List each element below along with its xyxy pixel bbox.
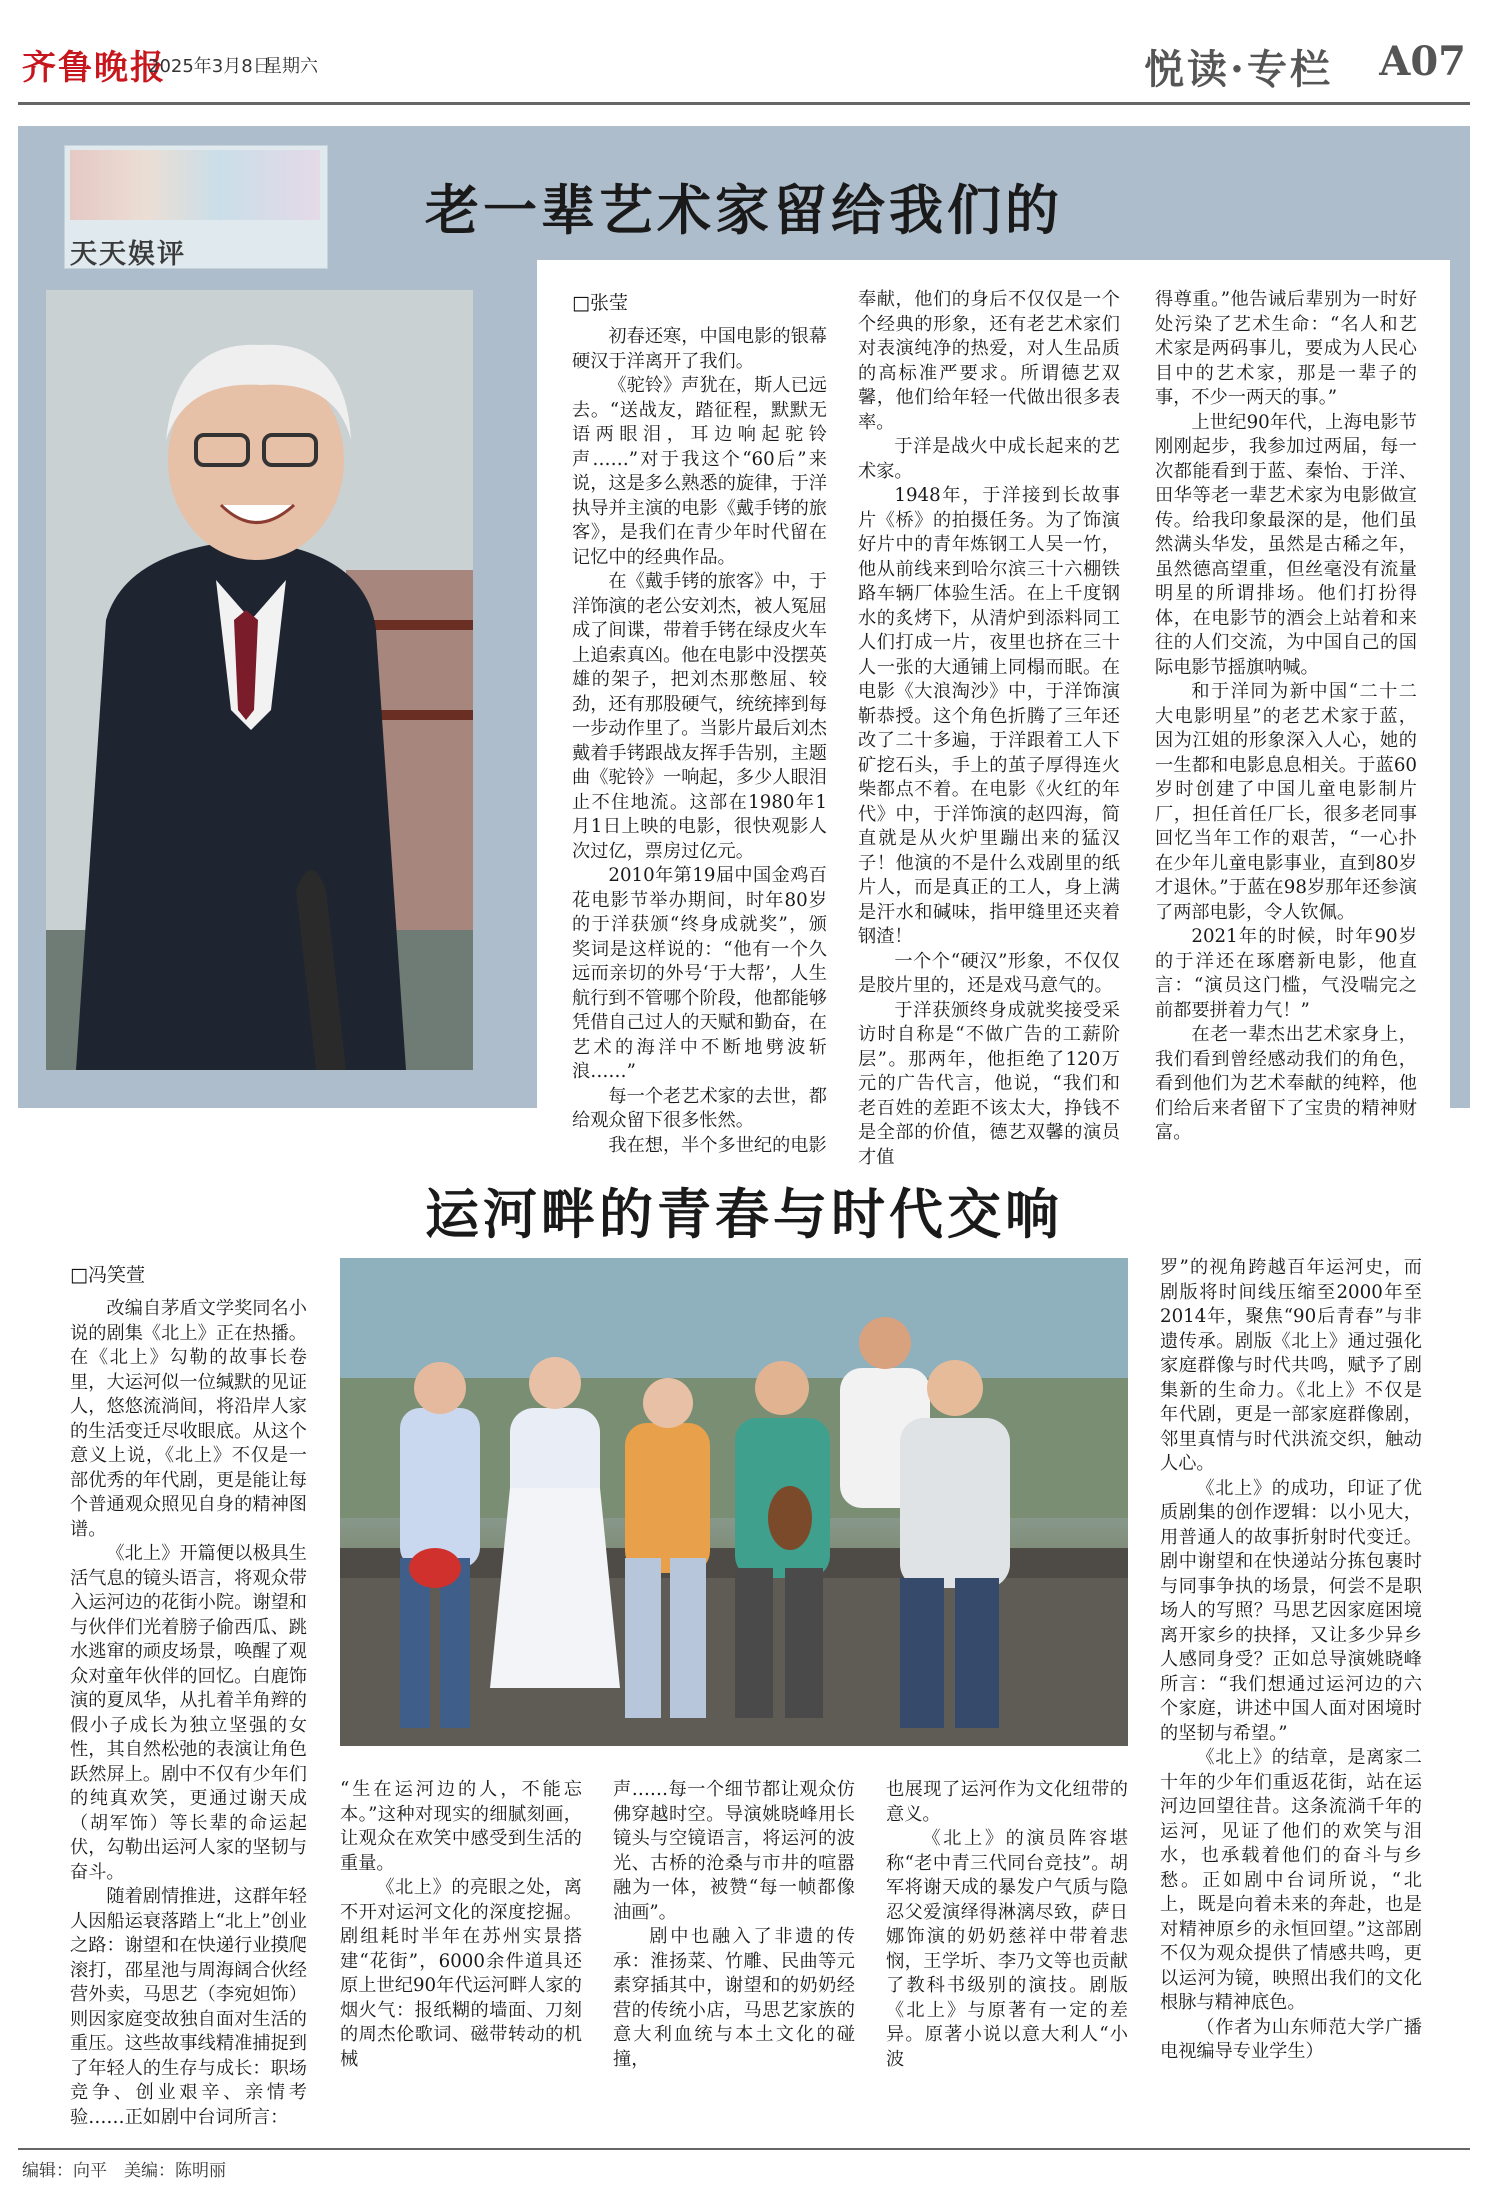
paragraph: 1948年，于洋接到长故事片《桥》的拍摄任务。为了饰演好片中的青年炼钢工人吴一竹，他从前线来到哈尔滨三十六棚铁路车辆厂体验生活。在上千度钢水的炙烤下，从清炉到添料同工人们打成一片，夜里也挤在三十人一张的大通铺上同榻而眠。在电影《大浪淘沙》中，于洋饰演靳恭授。这个角色折腾了三年还改了二十多遍，于洋跟着工人下矿挖石头，手上的茧子厚得连火柴都点不着。在电影《火红的年代》中，于洋饰演的赵四海，简直就是从火炉里蹦出来的猛汉子！他演的不是什么戏剧里的纸片人，而是真正的工人，身上满是汗水和碱味，指甲缝里还夹着钢渣！ bbox=[858, 485, 1120, 947]
paragraph: 《北上》的结章，是离家二十年的少年们重返花街，站在运河边回望往昔。这条流淌千年的运河，见证了他们的欢笑与泪水，也承载着他们的奋斗与乡愁。正如剧中台词所说，“北上，既是向着未来的奔赴，也是对精神原乡的永恒回望。”这部剧不仅为观众提供了情感共鸣，更以运河为镜，映照出我们的文化根脉与精神底色。 bbox=[1160, 1747, 1422, 2013]
paragraph: 2010年第19届中国金鸡百花电影节举办期间，时年80岁的于洋获颁“终身成就奖”，颁奖词是这样说的：“他有一个久远而亲切的外号‘于大帮’，人生航行到不管哪个阶段，他都能够凭借自己过人的天赋和勤奋，在艺术的海洋中不断地劈波斩浪……” bbox=[572, 865, 827, 1082]
article1-column-3 bbox=[1155, 288, 1417, 1146]
article2-byline: □冯笑萱 bbox=[70, 1264, 145, 1286]
paragraph: 改编自茅盾文学奖同名小说的剧集《北上》正在热播。在《北上》勾勒的故事长卷里，大运河似一位缄默的见证人，悠悠流淌间，将沿岸人家的生活变迁尽收眼底。从这个意义上说，《北上》不仅是一部优秀的年代剧，更是能让每个普通观众照见自身的精神图谱。 bbox=[70, 1298, 307, 1540]
newspaper-logo: 齐鲁晚报 bbox=[22, 48, 166, 88]
article1-headline: 老一辈艺术家留给我们的 bbox=[425, 178, 1063, 242]
paragraph: 《北上》的成功，印证了优质剧集的创作逻辑：以小见大，用普通人的故事折射时代变迁。剧中谢望和在快递站分拣包裹时与同事争执的场景，何尝不是职场人的写照？马思艺因家庭困境离开家乡的抉择，又让多少异乡人感同身受？正如总导演姚晓峰所言：“我们想通过运河边的六个家庭，讲述中国人面对困境时的坚韧与希望。” bbox=[1160, 1477, 1422, 1744]
column-tag-label: 天天娱评 bbox=[70, 239, 186, 270]
section-title: 悦读·专栏 bbox=[1144, 46, 1333, 93]
article2-headline: 运河畔的青春与时代交响 bbox=[425, 1182, 1063, 1246]
paragraph: 《北上》的演员阵容堪称“老中青三代同台竞技”。胡军将谢天成的暴发户气质与隐忍父爱演绎得淋漓尽致，萨日娜饰演的奶奶慈祥中带着悲悯，王学圻、李乃文等也贡献了教科书级别的演技。剧版《北上》与原著有一定的差异。原著小说以意大利人“小波 bbox=[886, 1828, 1128, 2070]
paragraph: 剧中也融入了非遗的传承：淮扬菜、竹雕、民曲等元素穿插其中，谢望和的奶奶经营的传统小店，马思艺家族的意大利血统与本土文化的碰撞， bbox=[613, 1926, 855, 2070]
page-number: A07 bbox=[1379, 38, 1466, 85]
article1-byline: □张莹 bbox=[572, 292, 628, 314]
article1-column-1 bbox=[572, 325, 827, 1158]
article2-column-2 bbox=[340, 1778, 582, 2072]
paragraph: 在《戴手铐的旅客》中，于洋饰演的老公安刘杰，被人冤屈成了间谍，带着手铐在绿皮火车上追索真凶。他在电影中没摆英雄的架子，把刘杰那憋屈、较劲，还有那股硬气，统统摔到每一步动作里了。当影片最后刘杰戴着手铐跟战友挥手告别，主题曲《驼铃》一响起，多少人眼泪止不住地流。这部在1980年1月1日上映的电影，很快观影人次过亿，票房过亿元。 bbox=[572, 571, 827, 862]
article2-column-3 bbox=[613, 1778, 855, 2072]
article1-column-2 bbox=[858, 288, 1120, 1170]
paragraph: 罗”的视角跨越百年运河史，而剧版将时间线压缩至2000年至2014年，聚焦“90后青春”与非遗传承。剧版《北上》通过强化家庭群像与时代共鸣，赋予了剧集新的生命力。《北上》不仅是年代剧，更是一部家庭群像剧，邻里真情与时代洪流交织，触动人心。 bbox=[1160, 1257, 1422, 1474]
issue-date: 2025年3月8日 bbox=[148, 56, 271, 77]
paragraph: 我在想，半个多世纪的电影 bbox=[608, 1134, 827, 1156]
paragraph: 2021年的时候，时年90岁的于洋还在琢磨新电影，他直言：“演员这门槛，气没喘完之前都要拼着力气！” bbox=[1155, 926, 1417, 1021]
issue-weekday: 星期六 bbox=[264, 56, 318, 77]
paragraph: 每一个老艺术家的去世，都给观众留下很多怅然。 bbox=[572, 1085, 827, 1131]
paragraph: 在老一辈杰出艺术家身上，我们看到曾经感动我们的角色，看到他们为艺术奉献的纯粹，他们给后来者留下了宝贵的精神财富。 bbox=[1155, 1024, 1417, 1143]
paragraph: 初春还寒，中国电影的银幕硬汉于洋离开了我们。 bbox=[572, 326, 827, 372]
paragraph: 于洋获颁终身成就奖接受采访时自称是“不做广告的工薪阶层”。那两年，他拒绝了120万元的广告代言，他说，“我们和老百姓的差距不该太大，挣钱不是全部的价值，德艺双馨的演员才值 bbox=[858, 999, 1120, 1168]
author-note: （作者为山东师范大学广播电视编导专业学生） bbox=[1160, 2016, 1422, 2062]
drama-cast-illustration-icon bbox=[340, 1258, 1128, 1746]
article1-portrait-photo bbox=[46, 290, 473, 1070]
paragraph: 一个个“硬汉”形象，不仅仅是胶片里的，还是戏马意气的。 bbox=[858, 950, 1120, 996]
paragraph: “生在运河边的人，不能忘本。”这种对现实的细腻刻画，让观众在欢笑中感受到生活的重量。 bbox=[340, 1779, 582, 1874]
editor-credits: 编辑：向平 美编：陈明丽 bbox=[22, 2161, 226, 2181]
article2-column-1 bbox=[70, 1297, 307, 2130]
paragraph: 上世纪90年代，上海电影节刚刚起步，我参加过两届，每一次都能看到于蓝、秦怡、于洋、田华等老一辈艺术家为电影做宣传。给我印象最深的是，他们虽然满头华发，虽然是古稀之年，虽然德高望重，但丝毫没有流量明星的所谓排场。他们打扮得体，在电影节的酒会上站着和来往的人们交流，为中国自己的国际电影节摇旗呐喊。 bbox=[1155, 411, 1417, 678]
paragraph: 于洋是战火中成长起来的艺术家。 bbox=[858, 436, 1120, 482]
paragraph: 和于洋同为新中国“二十二大电影明星”的老艺术家于蓝，因为江姐的形象深入人心，她的一生都和电影息息相关。于蓝60岁时创建了中国儿童电影制片厂，担任首任厂长，很多老同事回忆当年工作的艰苦，“一心扑在少年儿童电影事业，直到80岁才退休。”于蓝在98岁那年还参演了两部电影，令人钦佩。 bbox=[1155, 681, 1417, 923]
paragraph: 也展现了运河作为文化纽带的意义。 bbox=[886, 1779, 1128, 1825]
article2-column-5 bbox=[1160, 1256, 1422, 2065]
article2-drama-still-photo bbox=[340, 1258, 1128, 1746]
paragraph: 声……每一个细节都让观众仿佛穿越时空。导演姚晓峰用长镜头与空镜语言，将运河的波光、古桥的沧桑与市井的喧嚣融为一体，被赞“每一帧都像油画”。 bbox=[613, 1779, 855, 1923]
article2-column-4 bbox=[886, 1778, 1128, 2072]
paragraph: 随着剧情推进，这群年轻人因船运衰落踏上“北上”创业之路：谢望和在快递行业摸爬滚打，邵星池与周海阔合伙经营外卖，马思艺（李宛妲饰）则因家庭变故独自面对生活的重压。这些故事线精准捕捉到了年轻人的生存与成长：职场竞争、创业艰辛、亲情考验……正如剧中台词所言： bbox=[70, 1886, 307, 2128]
paragraph: 《北上》开篇便以极具生活气息的镜头语言，将观众带入运河边的花街小院。谢望和与伙伴们光着膀子偷西瓜、跳水逃窜的顽皮场景，唤醒了观众对童年伙伴的回忆。白鹿饰演的夏凤华，从扎着羊角辫的假小子成长为独立坚强的女性，其自然松弛的表演让角色跃然屏上。剧中不仅有少年们的纯真欢笑，更通过谢天成（胡军饰）等长辈的命运起伏，勾勒出运河人家的坚韧与奋斗。 bbox=[70, 1543, 307, 1883]
paragraph: 得尊重。”他告诫后辈别为一时好处污染了艺术生命：“名人和艺术家是两码事儿，要成为人民心目中的艺术家，那是一辈子的事，不少一两天的事。” bbox=[1155, 289, 1417, 408]
paragraph: 《驼铃》声犹在，斯人已远去。“送战友，踏征程，默默无语两眼泪，耳边响起驼铃声……”对于我这个“60后”来说，这是多么熟悉的旋律，于洋执导并主演的电影《戴手铐的旅客》，是我们在青少年时代留在记忆中的经典作品。 bbox=[572, 375, 827, 568]
paragraph: 奉献，他们的身后不仅仅是一个个经典的形象，还有老艺术家们对表演纯净的热爱，对人生品质的高标准严要求。所谓德艺双馨，他们给年轻一代做出很多表率。 bbox=[858, 289, 1120, 433]
header-divider bbox=[18, 102, 1470, 105]
paragraph: 《北上》的亮眼之处，离不开对运河文化的深度挖掘。剧组耗时半年在苏州实景搭建“花街”，6000余件道具还原上世纪90年代运河畔人家的烟火气：报纸糊的墙面、刀刻的周杰伦歌词、磁带转动的机械 bbox=[340, 1877, 582, 2070]
portrait-illustration-icon bbox=[46, 290, 473, 1070]
footer-divider bbox=[18, 2148, 1470, 2150]
